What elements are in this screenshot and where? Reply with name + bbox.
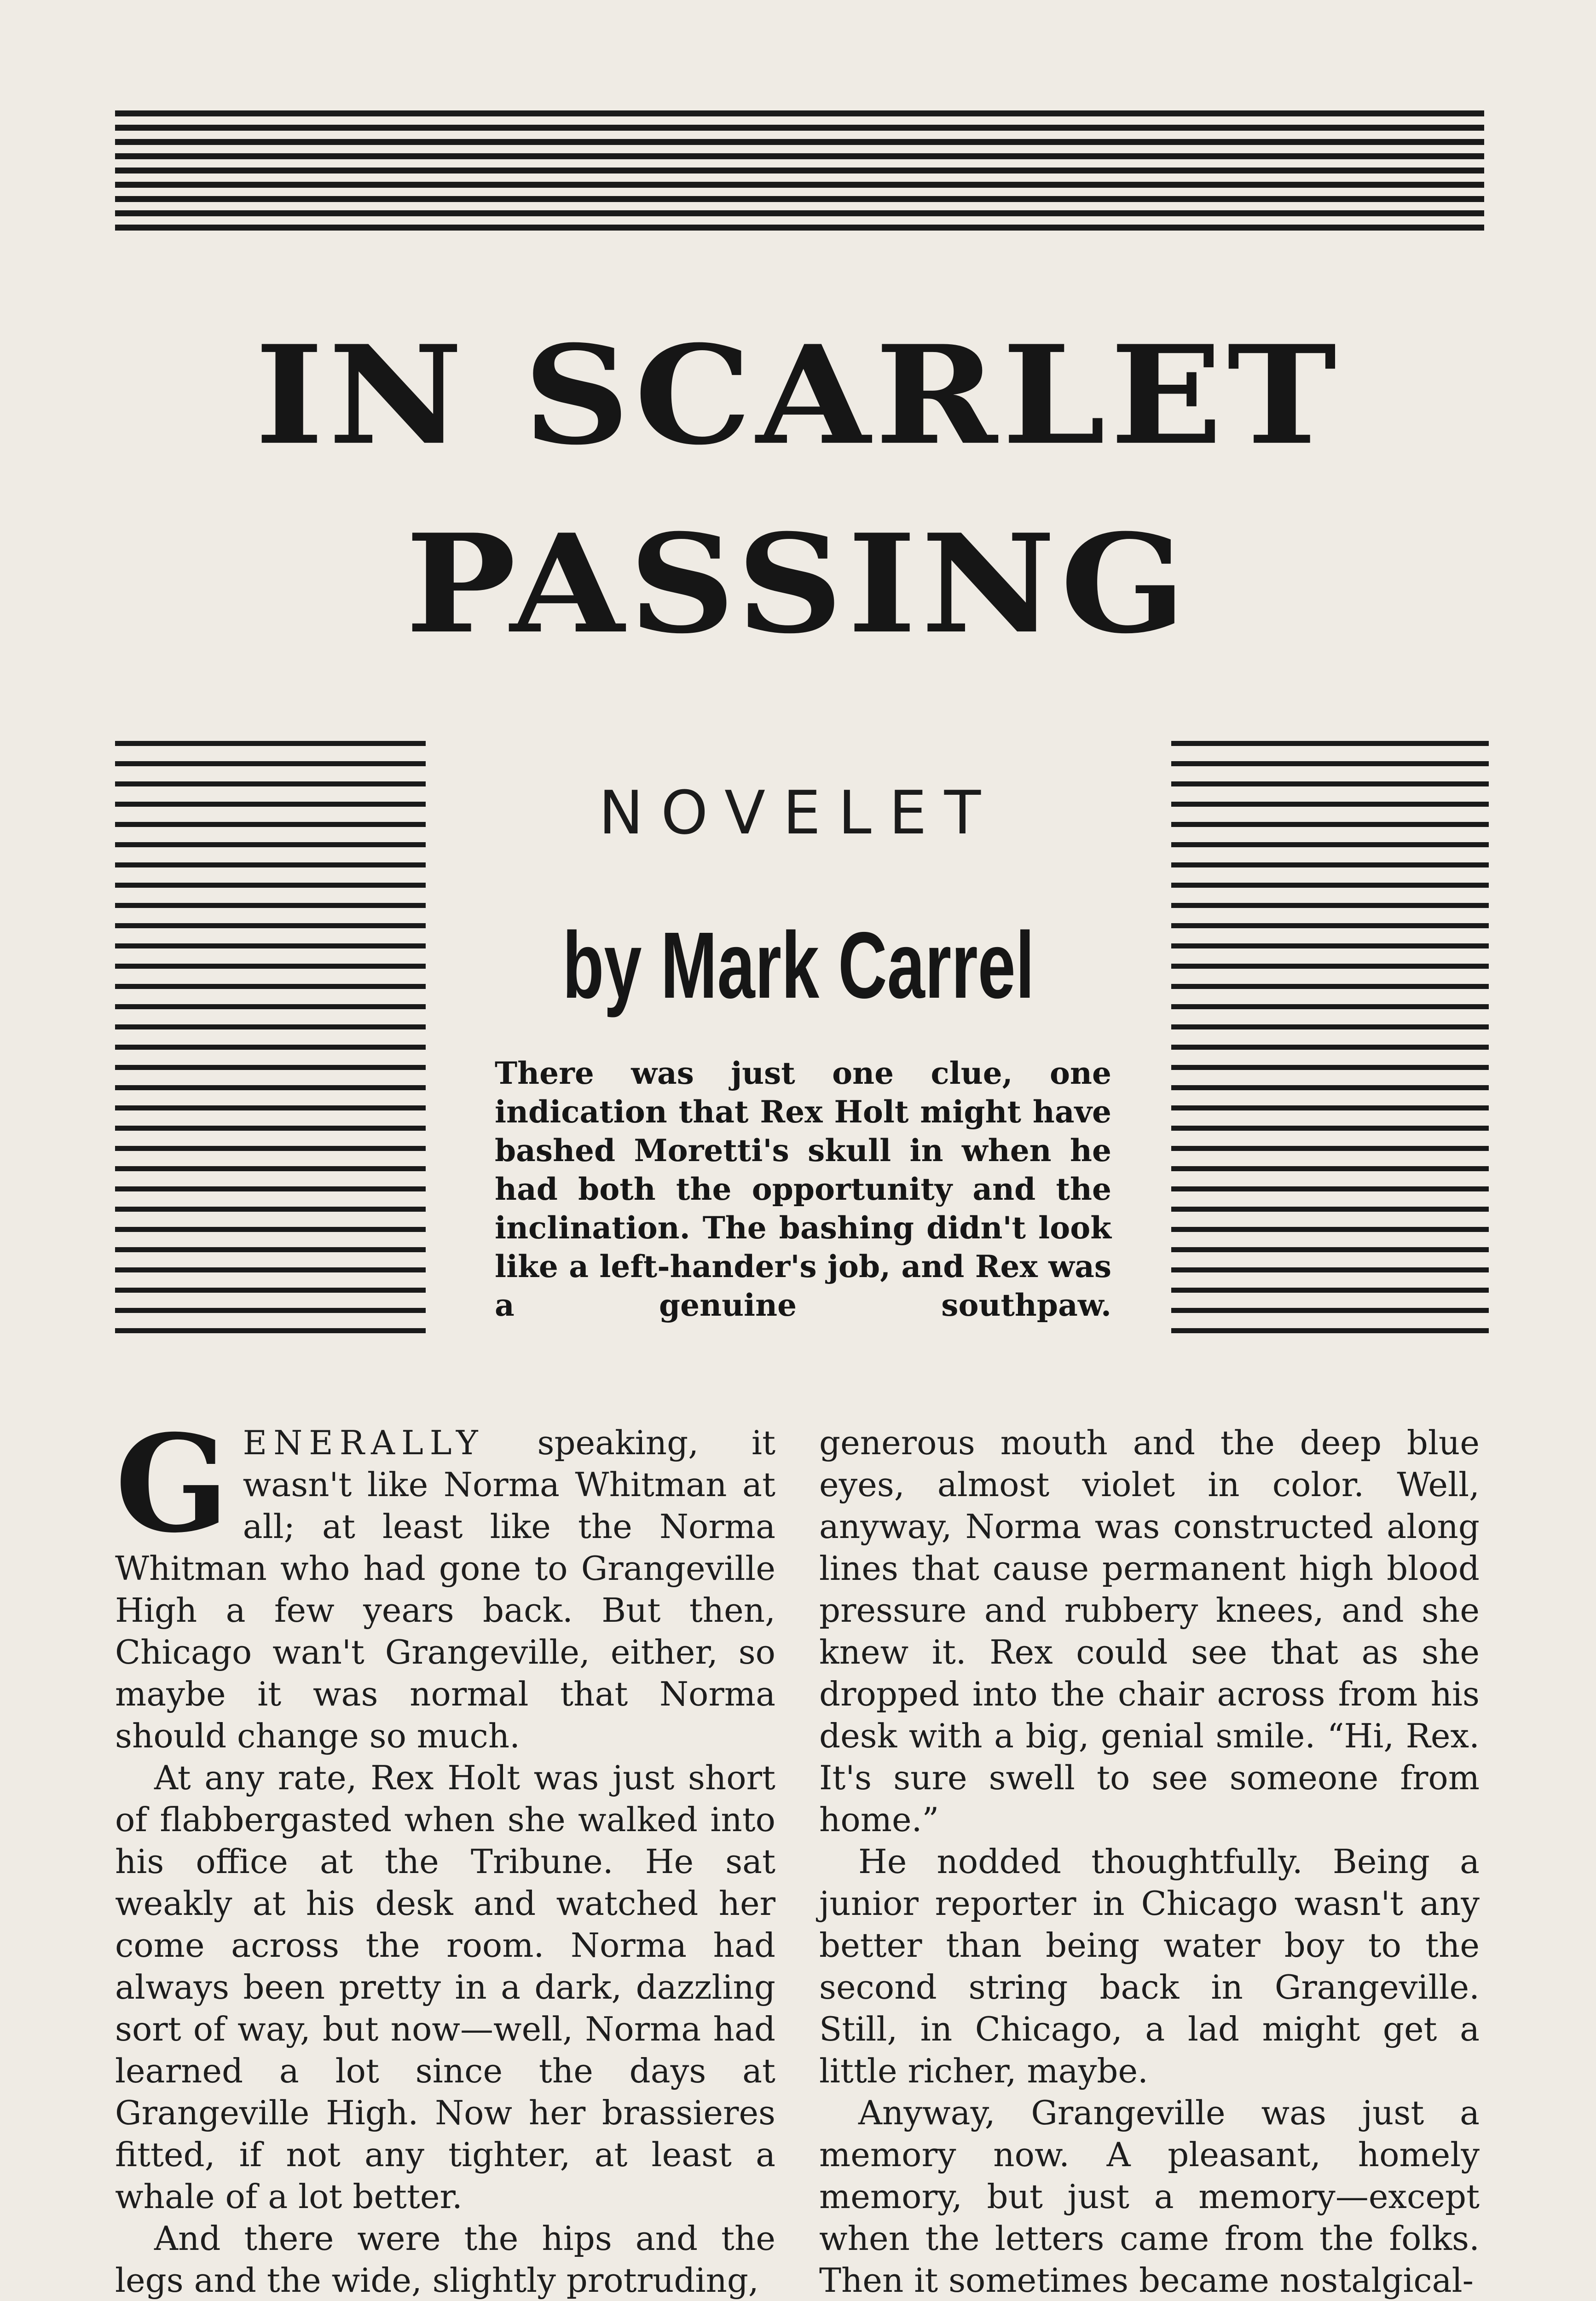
story-blurb: There was just one clue, one indication that Rex Holt might have bashed Moretti's skull in when he had both the opportunity and the inclination. The bashing didn't look like a left-hander's job, and Rex was a genuine southpaw.: [495, 1055, 1111, 1323]
author-byline: by Mark Carrel: [562, 913, 1035, 1018]
paragraph: He nodded thoughtfully. Being a junior reporter in Chicago wasn't any better than being water boy to the second string back in Grangeville. Still, in Chicago, a lad might get a little richer, maybe.: [819, 1842, 1480, 2090]
story-title-line-1: IN SCARLET: [254, 316, 1342, 475]
drop-cap: G: [115, 1406, 229, 1562]
paragraph: And there were the hips and the legs and the wide, slightly protruding,: [115, 2219, 775, 2300]
body-column-right: [819, 1422, 1480, 2301]
paragraph: [115, 1406, 775, 1757]
paragraph: At any rate, Rex Holt was just short of flabbergasted when she walked into his office at the Tribune. He sat weakly at his desk and watched her come across the room. Norma had always been pretty in a dark, dazzling sort of way, but now—well, Norma had learned a lot since the days at Grangeville High. Now her brassieres fitted, if not any tighter, at least a whale of a lot better.: [115, 1758, 775, 2216]
body-column-left: [115, 1406, 775, 2301]
right-decorative-lines: [1171, 741, 1489, 1348]
paragraph: generous mouth and the deep blue eyes, almost violet in color. Well, anyway, Norma was constructed along lines that cause permanent high blood pressure and rubbery knees, and she knew it. Rex could see that as she dropped into the chair across from his desk with a big, genial smile. “Hi, Rex. It's sure swell to see someone from home.”: [819, 1423, 1480, 1839]
paragraph-text: speaking, it wasn't like Norma Whitman at all; at least like the Norma Whitman who had gone to Grangeville High a few years back. But then, Chicago wan't Grangeville, either, so maybe it was normal that Norma should change so much.: [115, 1423, 775, 1755]
top-rule-lines: [115, 110, 1484, 235]
left-decorative-lines: [115, 741, 426, 1348]
story-title-line-2: PASSING: [405, 505, 1191, 664]
lead-in-smallcaps: ENERALLY: [243, 1423, 485, 1462]
story-type-label: NOVELET: [598, 778, 999, 848]
paragraph: Anyway, Grangeville was just a memory now. A pleasant, homely memory, but just a memory—except when the letters came from the folks. Then it sometimes became nostalgical-: [819, 2093, 1480, 2300]
